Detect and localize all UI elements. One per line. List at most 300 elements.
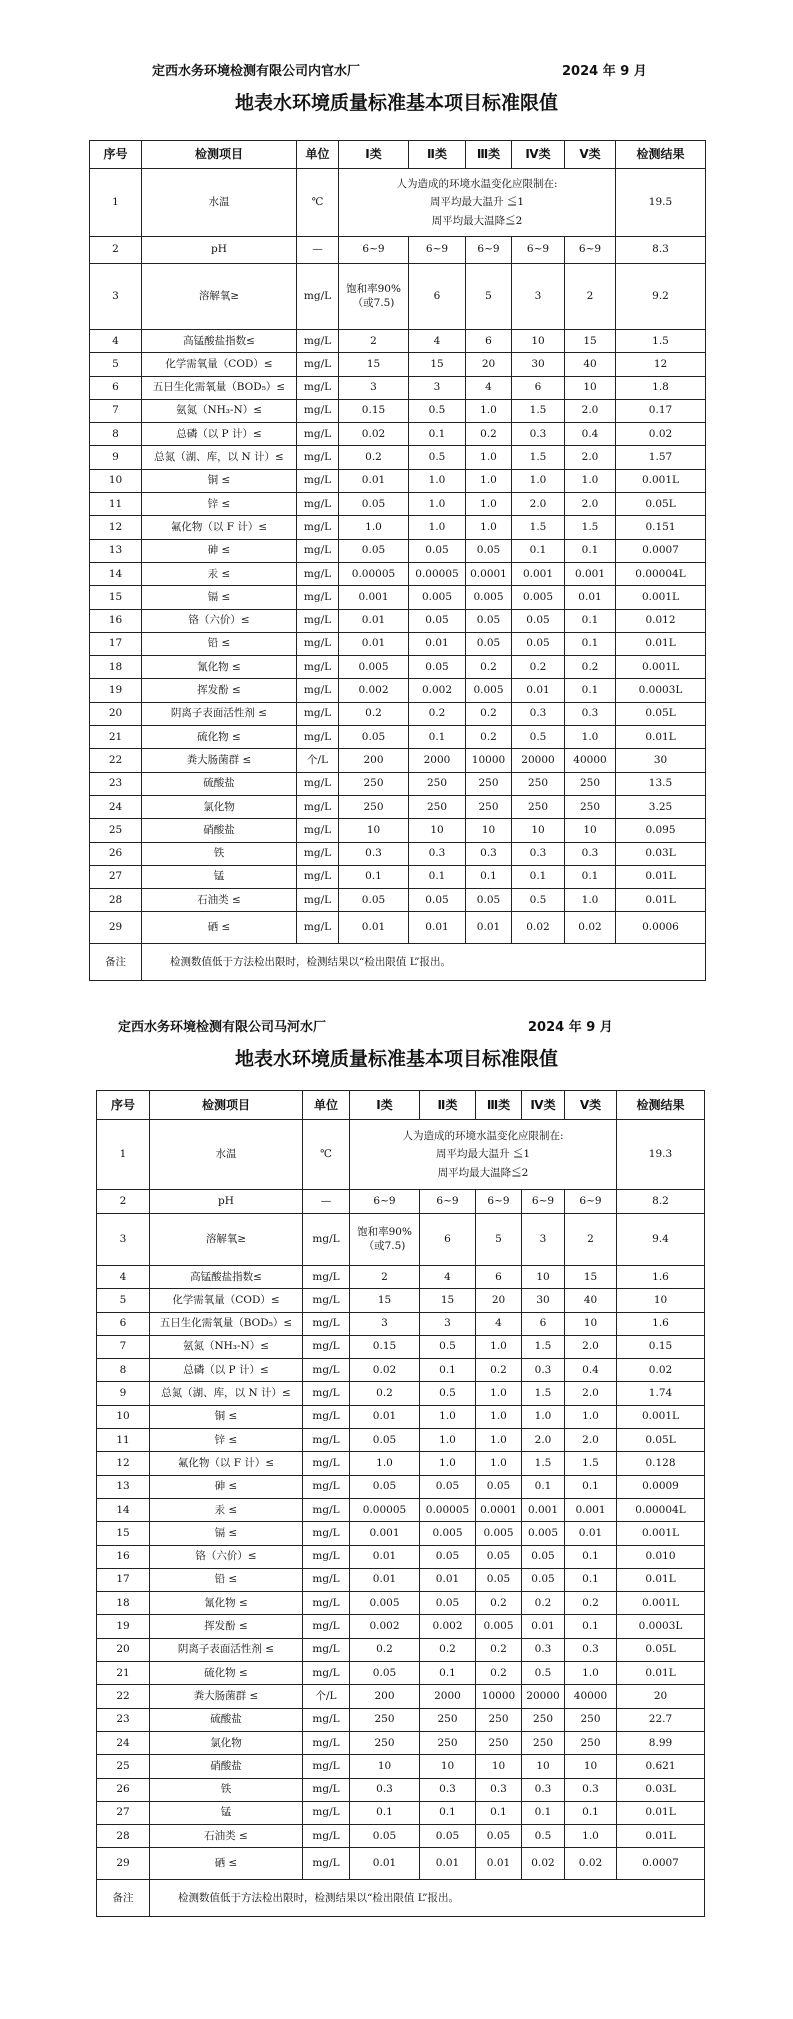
limit-class-5: 2.0 [565, 1382, 617, 1405]
table-row [90, 399, 706, 422]
table-row [97, 1475, 705, 1498]
table-row [97, 1266, 705, 1289]
row-result: 12 [616, 353, 706, 376]
row-item: 锰 [142, 865, 297, 888]
table-row [97, 1498, 705, 1521]
row-no: 20 [90, 702, 142, 725]
row-item: 五日生化需氧量（BOD₅）≤ [142, 376, 297, 399]
limit-class-2: 0.05 [420, 1592, 476, 1615]
table-row [90, 516, 706, 539]
row-no: 19 [90, 679, 142, 702]
limit-class-2: 10 [409, 819, 466, 842]
row-no: 21 [97, 1662, 150, 1685]
limit-class-4: 0.05 [522, 1568, 565, 1591]
row-no: 1 [97, 1120, 150, 1190]
limit-class-3: 1.0 [466, 446, 512, 469]
limit-class-4: 0.3 [512, 702, 565, 725]
col-header-class-4: Ⅳ类 [522, 1091, 565, 1120]
limit-class-4: 6~9 [512, 237, 565, 264]
limit-class-4: 0.05 [512, 632, 565, 655]
table-body-rows [90, 237, 706, 944]
limit-class-5: 1.0 [565, 1405, 617, 1428]
note-label: 备注 [97, 1880, 150, 1917]
limit-class-1: 0.02 [350, 1359, 420, 1382]
row-item: 汞 ≤ [150, 1498, 303, 1521]
org-name: 定西水务环境检测有限公司马河水厂 [118, 1020, 327, 1035]
row-unit: mg/L [303, 1662, 350, 1685]
row-no: 29 [90, 912, 142, 944]
limit-class-2: 0.2 [409, 702, 466, 725]
limit-class-4: 0.02 [522, 1848, 565, 1880]
limit-class-1: 0.01 [350, 1848, 420, 1880]
row-result: 9.4 [617, 1214, 705, 1266]
limit-class-4: 0.5 [512, 889, 565, 912]
limit-class-1: 0.3 [350, 1778, 420, 1801]
row-unit: mg/L [303, 1545, 350, 1568]
limit-class-2: 2000 [420, 1685, 476, 1708]
limit-class-5: 0.1 [565, 632, 616, 655]
limit-class-2: 2000 [409, 749, 466, 772]
row-item: 溶解氧≥ [142, 264, 297, 330]
row-item: 总磷（以 P 计）≤ [150, 1359, 303, 1382]
limit-class-2: 0.01 [409, 912, 466, 944]
limit-class-5: 1.0 [565, 889, 616, 912]
limit-class-5: 0.3 [565, 1638, 617, 1661]
row-item: 镉 ≤ [142, 586, 297, 609]
limit-class-5: 0.001 [565, 1498, 617, 1521]
table-row [97, 1568, 705, 1591]
row-result: 0.05L [617, 1638, 705, 1661]
row-no: 12 [97, 1452, 150, 1475]
limit-class-4: 0.3 [512, 423, 565, 446]
row-no: 13 [90, 539, 142, 562]
limit-class-3: 250 [466, 772, 512, 795]
limit-class-4: 0.2 [522, 1592, 565, 1615]
row-no: 7 [97, 1335, 150, 1358]
row-unit: mg/L [297, 819, 339, 842]
limit-class-3: 0.05 [476, 1825, 522, 1848]
limit-class-5: 2.0 [565, 1429, 617, 1452]
limit-class-4: 6~9 [522, 1190, 565, 1214]
row-item: 铅 ≤ [142, 632, 297, 655]
row-no: 4 [90, 330, 142, 353]
limit-class-2: 10 [420, 1755, 476, 1778]
table-row [90, 632, 706, 655]
row-unit: mg/L [297, 562, 339, 585]
limit-class-1: 10 [339, 819, 409, 842]
row-result: 0.02 [616, 423, 706, 446]
limit-class-5: 2 [565, 264, 616, 330]
limit-class-3: 1.0 [466, 399, 512, 422]
limit-class-5: 250 [565, 1708, 617, 1731]
limit-class-4: 250 [522, 1731, 565, 1754]
limit-class-3: 10 [466, 819, 512, 842]
limit-class-3: 0.2 [476, 1592, 522, 1615]
limit-class-2: 6 [409, 264, 466, 330]
row-unit: mg/L [297, 795, 339, 818]
limit-class-2: 6~9 [420, 1190, 476, 1214]
limit-class-3: 0.3 [466, 842, 512, 865]
row-item: 氟化物（以 F 计）≤ [142, 516, 297, 539]
limit-class-3: 1.0 [476, 1452, 522, 1475]
limit-class-5: 2 [565, 1214, 617, 1266]
row-item: 粪大肠菌群 ≤ [142, 749, 297, 772]
limit-class-1: 1.0 [339, 516, 409, 539]
row-unit: mg/L [303, 1429, 350, 1452]
limit-class-2: 0.01 [409, 632, 466, 655]
row-unit: mg/L [297, 376, 339, 399]
col-header-class-3: Ⅲ类 [466, 141, 512, 169]
limit-class-2: 0.05 [409, 889, 466, 912]
row-unit: mg/L [303, 1266, 350, 1289]
limit-class-1: 0.005 [339, 656, 409, 679]
row-unit: mg/L [297, 656, 339, 679]
limit-class-2: 0.05 [409, 609, 466, 632]
limit-class-2: 250 [409, 795, 466, 818]
table-row [90, 889, 706, 912]
row-result: 10 [617, 1289, 705, 1312]
limit-class-5: 10 [565, 1312, 617, 1335]
row-result: 0.0007 [616, 539, 706, 562]
limit-class-2: 0.3 [409, 842, 466, 865]
row-unit: mg/L [303, 1522, 350, 1545]
row-result: 0.05L [616, 702, 706, 725]
row-item: 溶解氧≥ [150, 1214, 303, 1266]
limit-class-4: 0.02 [512, 912, 565, 944]
limit-class-4: 1.0 [522, 1405, 565, 1428]
limit-class-4: 0.01 [522, 1615, 565, 1638]
limit-class-3: 10000 [476, 1685, 522, 1708]
limit-class-2: 0.5 [420, 1335, 476, 1358]
row-result: 0.001L [616, 469, 706, 492]
note-text: 检测数值低于方法检出限时，检测结果以“检出限值 L”报出。 [150, 1880, 705, 1917]
limit-class-4: 3 [522, 1214, 565, 1266]
col-header-unit: 单位 [303, 1091, 350, 1120]
row-result: 0.151 [616, 516, 706, 539]
row-item: 化学需氧量（COD）≤ [142, 353, 297, 376]
row-item: 镉 ≤ [150, 1522, 303, 1545]
row-unit: mg/L [297, 330, 339, 353]
row-item: 氯化物 [142, 795, 297, 818]
row-item: 铅 ≤ [150, 1568, 303, 1591]
limit-class-2: 0.1 [420, 1801, 476, 1824]
row-no: 2 [97, 1190, 150, 1214]
limit-class-4: 0.3 [522, 1778, 565, 1801]
row-result: 19.5 [616, 169, 706, 237]
limit-class-1: 0.2 [350, 1638, 420, 1661]
limit-class-1: 10 [350, 1755, 420, 1778]
limit-class-2: 1.0 [420, 1429, 476, 1452]
row-unit: mg/L [303, 1731, 350, 1754]
limit-class-3: 5 [476, 1214, 522, 1266]
table-row [90, 446, 706, 469]
limit-class-2: 3 [409, 376, 466, 399]
limit-class-5: 0.01 [565, 1522, 617, 1545]
col-header-no: 序号 [90, 141, 142, 169]
limit-class-3: 0.05 [466, 889, 512, 912]
limit-class-4: 0.3 [522, 1359, 565, 1382]
row-no: 27 [97, 1801, 150, 1824]
row-no: 22 [97, 1685, 150, 1708]
row-no: 26 [90, 842, 142, 865]
limit-class-3: 0.01 [476, 1848, 522, 1880]
row-item: 高锰酸盐指数≤ [150, 1266, 303, 1289]
limit-class-5: 40000 [565, 749, 616, 772]
limit-class-2: 250 [409, 772, 466, 795]
row-unit: 个/L [303, 1685, 350, 1708]
limit-class-1: 3 [350, 1312, 420, 1335]
row-result: 0.128 [617, 1452, 705, 1475]
row-item: 铬（六价）≤ [150, 1545, 303, 1568]
limit-class-1: 0.1 [350, 1801, 420, 1824]
limit-class-4: 20000 [522, 1685, 565, 1708]
limit-class-5: 0.1 [565, 539, 616, 562]
row-unit: mg/L [297, 446, 339, 469]
limit-class-1: 6~9 [339, 237, 409, 264]
limit-class-4: 2.0 [512, 493, 565, 516]
limit-class-1: 0.01 [350, 1405, 420, 1428]
limit-class-5: 0.4 [565, 1359, 617, 1382]
row-unit: mg/L [297, 399, 339, 422]
table-body-rows [97, 1190, 705, 1880]
limit-class-2: 0.5 [409, 446, 466, 469]
row-unit: mg/L [303, 1755, 350, 1778]
row-item: 挥发酚 ≤ [150, 1615, 303, 1638]
limit-class-1: 200 [339, 749, 409, 772]
note-label: 备注 [90, 944, 142, 981]
row-result: 3.25 [616, 795, 706, 818]
row-unit: mg/L [297, 889, 339, 912]
table-row [97, 1592, 705, 1615]
limit-class-5: 1.5 [565, 516, 616, 539]
row-result: 0.0009 [617, 1475, 705, 1498]
limit-class-3: 0.2 [466, 702, 512, 725]
limit-class-2: 3 [420, 1312, 476, 1335]
row-result: 0.01L [616, 632, 706, 655]
row-result: 0.095 [616, 819, 706, 842]
table-row [90, 469, 706, 492]
limit-class-4: 0.005 [522, 1522, 565, 1545]
limit-class-4: 0.5 [512, 726, 565, 749]
table-row [90, 376, 706, 399]
row-item: pH [150, 1190, 303, 1214]
row-unit: mg/L [297, 912, 339, 944]
limit-class-5: 10 [565, 1755, 617, 1778]
row-no: 8 [97, 1359, 150, 1382]
row-no: 4 [97, 1266, 150, 1289]
row-unit: mg/L [297, 726, 339, 749]
table-row [97, 1214, 705, 1266]
limit-class-1: 0.2 [350, 1382, 420, 1405]
limit-class-4: 0.01 [512, 679, 565, 702]
limit-class-2: 0.002 [409, 679, 466, 702]
row-item: 铬（六价）≤ [142, 609, 297, 632]
limit-class-2: 1.0 [409, 469, 466, 492]
row-no: 28 [97, 1825, 150, 1848]
table-header-row [97, 1091, 705, 1120]
row-unit: mg/L [303, 1382, 350, 1405]
report-date: 2024 年 9 月 [562, 64, 647, 79]
row-no: 24 [97, 1731, 150, 1754]
limit-class-2: 0.3 [420, 1778, 476, 1801]
row-result: 19.3 [617, 1120, 705, 1190]
row-item: 挥发酚 ≤ [142, 679, 297, 702]
row-unit: mg/L [297, 842, 339, 865]
row-unit: mg/L [303, 1638, 350, 1661]
limit-class-1: 0.01 [350, 1545, 420, 1568]
row-result: 0.05L [617, 1429, 705, 1452]
row-unit: mg/L [303, 1825, 350, 1848]
limit-class-4: 0.3 [512, 842, 565, 865]
row-unit: mg/L [303, 1452, 350, 1475]
limit-class-2: 250 [420, 1731, 476, 1754]
table-row [90, 353, 706, 376]
row-unit: mg/L [303, 1312, 350, 1335]
limit-class-1: 0.002 [339, 679, 409, 702]
row-no: 17 [90, 632, 142, 655]
row-no: 17 [97, 1568, 150, 1591]
table-row [90, 726, 706, 749]
row-result: 0.001L [617, 1405, 705, 1428]
limit-class-3: 0.1 [466, 865, 512, 888]
limit-class-5: 0.4 [565, 423, 616, 446]
limit-class-5: 1.0 [565, 726, 616, 749]
limit-class-4: 10 [512, 330, 565, 353]
row-result: 0.01L [616, 889, 706, 912]
limit-class-4: 10 [512, 819, 565, 842]
row-no: 14 [97, 1498, 150, 1521]
row-result: 0.00004L [617, 1498, 705, 1521]
row-no: 18 [90, 656, 142, 679]
row-result: 0.001L [617, 1592, 705, 1615]
row-unit: mg/L [303, 1778, 350, 1801]
limit-class-3: 0.005 [476, 1615, 522, 1638]
limit-class-1: 0.02 [339, 423, 409, 446]
limit-class-3: 0.2 [476, 1662, 522, 1685]
limit-class-3: 0.005 [466, 679, 512, 702]
limit-class-3: 0.05 [476, 1545, 522, 1568]
row-result: 8.99 [617, 1731, 705, 1754]
row-result: 22.7 [617, 1708, 705, 1731]
limit-class-4: 1.5 [522, 1335, 565, 1358]
row-no: 28 [90, 889, 142, 912]
col-header-class-1: Ⅰ类 [350, 1091, 420, 1120]
limit-class-3: 1.0 [466, 493, 512, 516]
row-item: 砷 ≤ [142, 539, 297, 562]
limit-class-4: 0.05 [522, 1545, 565, 1568]
limit-class-3: 0.0001 [476, 1498, 522, 1521]
row-unit: 个/L [297, 749, 339, 772]
limit-class-3: 0.2 [466, 656, 512, 679]
row-result: 0.001L [616, 586, 706, 609]
limit-class-2: 1.0 [409, 493, 466, 516]
table-row-note [97, 1880, 705, 1917]
row-result: 0.03L [617, 1778, 705, 1801]
page-title: 地表水环境质量标准基本项目标准限值 [234, 92, 558, 114]
row-unit: — [303, 1190, 350, 1214]
row-item: 氯化物 [150, 1731, 303, 1754]
limit-class-3: 5 [466, 264, 512, 330]
row-item: 水温 [142, 169, 297, 237]
limit-class-5: 10 [565, 819, 616, 842]
limit-class-1: 2 [339, 330, 409, 353]
limit-class-1: 0.05 [350, 1429, 420, 1452]
col-header-result: 检测结果 [617, 1091, 705, 1120]
limit-class-3: 250 [466, 795, 512, 818]
row-no: 16 [97, 1545, 150, 1568]
row-result: 0.010 [617, 1545, 705, 1568]
row-no: 11 [90, 493, 142, 516]
limit-class-5: 10 [565, 376, 616, 399]
table-row [90, 656, 706, 679]
limit-class-5: 2.0 [565, 446, 616, 469]
limit-class-4: 1.5 [522, 1382, 565, 1405]
limit-class-4: 250 [512, 795, 565, 818]
limit-class-1: 0.2 [339, 702, 409, 725]
row-unit: mg/L [303, 1592, 350, 1615]
row-no: 10 [97, 1405, 150, 1428]
row-unit: ℃ [297, 169, 339, 237]
table-row [90, 702, 706, 725]
limit-class-3: 0.0001 [466, 562, 512, 585]
row-result: 0.15 [617, 1335, 705, 1358]
limit-class-3: 1.0 [466, 469, 512, 492]
limit-class-1: 15 [339, 353, 409, 376]
note-text: 检测数值低于方法检出限时，检测结果以“检出限值 L”报出。 [142, 944, 706, 981]
row-unit: mg/L [303, 1498, 350, 1521]
row-no: 25 [90, 819, 142, 842]
row-result: 0.012 [616, 609, 706, 632]
limit-class-2: 0.05 [420, 1475, 476, 1498]
table-row [97, 1685, 705, 1708]
row-unit: mg/L [297, 586, 339, 609]
limit-class-3: 6 [466, 330, 512, 353]
standard-table [89, 140, 706, 981]
table-row-note [90, 944, 706, 981]
row-item: 铜 ≤ [150, 1405, 303, 1428]
row-no: 16 [90, 609, 142, 632]
limit-class-1: 0.01 [339, 609, 409, 632]
row-item: 锰 [150, 1801, 303, 1824]
row-no: 23 [90, 772, 142, 795]
table-row [97, 1801, 705, 1824]
limit-class-5: 15 [565, 1266, 617, 1289]
row-item: 硝酸盐 [150, 1755, 303, 1778]
row-unit: mg/L [297, 264, 339, 330]
limit-class-5: 0.1 [565, 1475, 617, 1498]
row-item: 粪大肠菌群 ≤ [150, 1685, 303, 1708]
limit-class-1: 0.3 [339, 842, 409, 865]
limit-class-2: 0.1 [409, 423, 466, 446]
row-unit: ℃ [303, 1120, 350, 1190]
row-no: 15 [90, 586, 142, 609]
limit-class-3: 6~9 [466, 237, 512, 264]
limit-class-4: 250 [522, 1708, 565, 1731]
row-item: 氨氮（NH₃-N）≤ [150, 1335, 303, 1358]
row-unit: mg/L [297, 539, 339, 562]
temperature-limit-text: 人为造成的环境水温变化应限制在: 周平均最大温升 ≦1 周平均最大温降≦2 [339, 169, 616, 237]
table-row [90, 237, 706, 264]
table-row [97, 1359, 705, 1382]
col-header-class-5: Ⅴ类 [565, 141, 616, 169]
limit-class-5: 15 [565, 330, 616, 353]
table-row [97, 1755, 705, 1778]
limit-class-5: 0.2 [565, 656, 616, 679]
limit-class-1: 250 [339, 772, 409, 795]
limit-class-3: 1.0 [476, 1429, 522, 1452]
row-item: 化学需氧量（COD）≤ [150, 1289, 303, 1312]
limit-class-4: 3 [512, 264, 565, 330]
